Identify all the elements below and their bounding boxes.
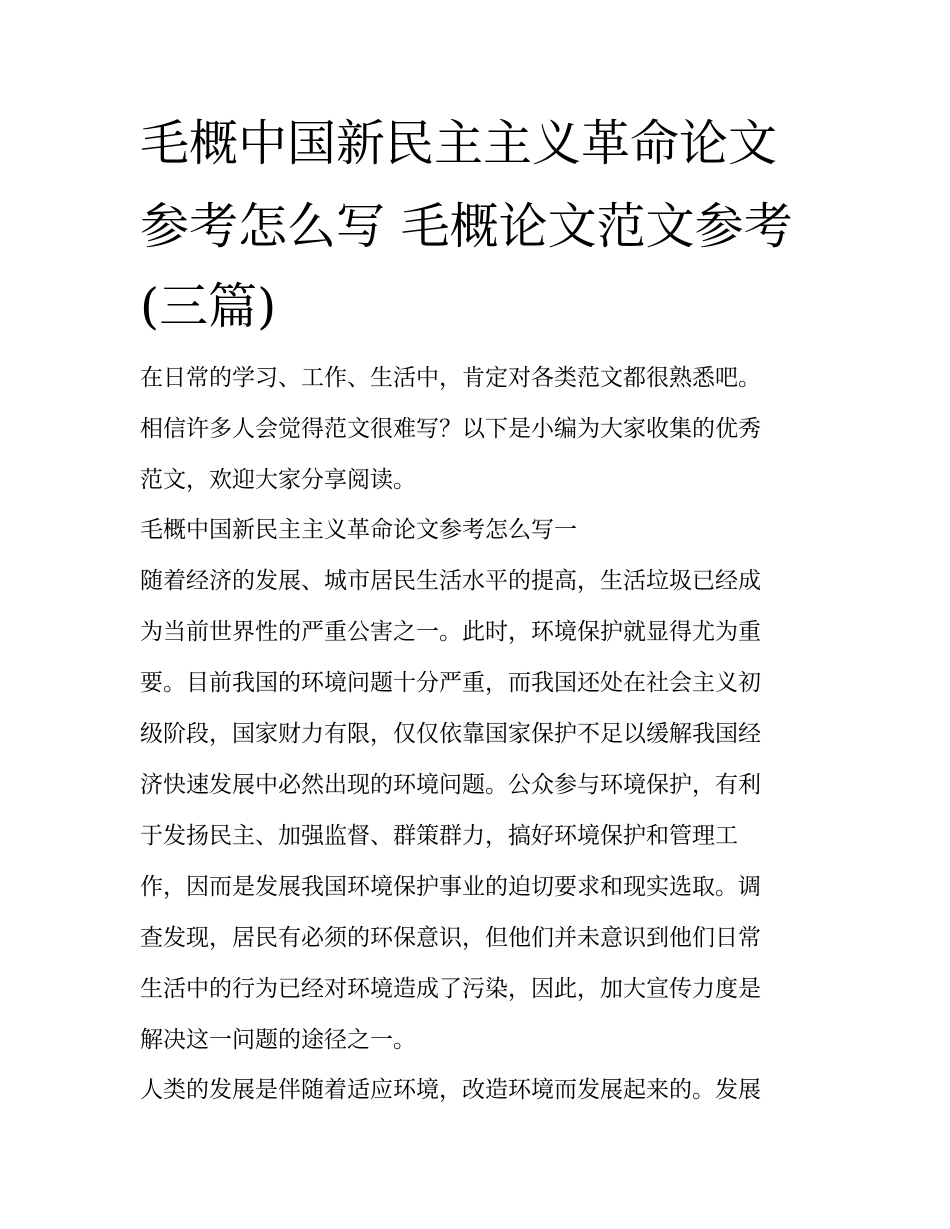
- body-line-5: 济快速发展中必然出现的环境问题。公众参与环境保护，有利: [140, 772, 761, 798]
- intro-line-2: 相信许多人会觉得范文很难写？以下是小编为大家收集的优秀: [140, 416, 761, 442]
- body-line-7: 作，因而是发展我国环境保护事业的迫切要求和现实选取。调: [140, 874, 761, 900]
- title-line-3: (三篇): [140, 278, 277, 335]
- body-line-3: 要。目前我国的环境问题十分严重，而我国还处在社会主义初: [140, 670, 761, 696]
- title-line-2: 参考怎么写 毛概论文范文参考: [140, 198, 793, 255]
- body-line-1: 随着经济的发展、城市居民生活水平的提高，生活垃圾已经成: [140, 568, 761, 594]
- body-line-8: 查发现，居民有必须的环保意识，但他们并未意识到他们日常: [140, 925, 761, 951]
- body-line-6: 于发扬民主、加强监督、群策群力，搞好环境保护和管理工: [140, 823, 738, 849]
- body-line-10: 解决这一问题的途径之一。: [140, 1027, 416, 1053]
- intro-line-3: 范文，欢迎大家分享阅读。: [140, 467, 416, 493]
- body-line-4: 级阶段，国家财力有限，仅仅依靠国家保护不足以缓解我国经: [140, 721, 761, 747]
- intro-line-1: 在日常的学习、工作、生活中，肯定对各类范文都很熟悉吧。: [140, 365, 761, 391]
- title-line-1: 毛概中国新民主主义革命论文: [140, 115, 778, 172]
- body-line-9: 生活中的行为已经对环境造成了污染，因此，加大宣传力度是: [140, 976, 761, 1002]
- next-paragraph-line-1: 人类的发展是伴随着适应环境，改造环境而发展起来的。发展: [140, 1077, 761, 1103]
- body-line-2: 为当前世界性的严重公害之一。此时，环境保护就显得尤为重: [140, 619, 761, 645]
- section-heading-text: 毛概中国新民主主义革命论文参考怎么写一: [140, 517, 577, 543]
